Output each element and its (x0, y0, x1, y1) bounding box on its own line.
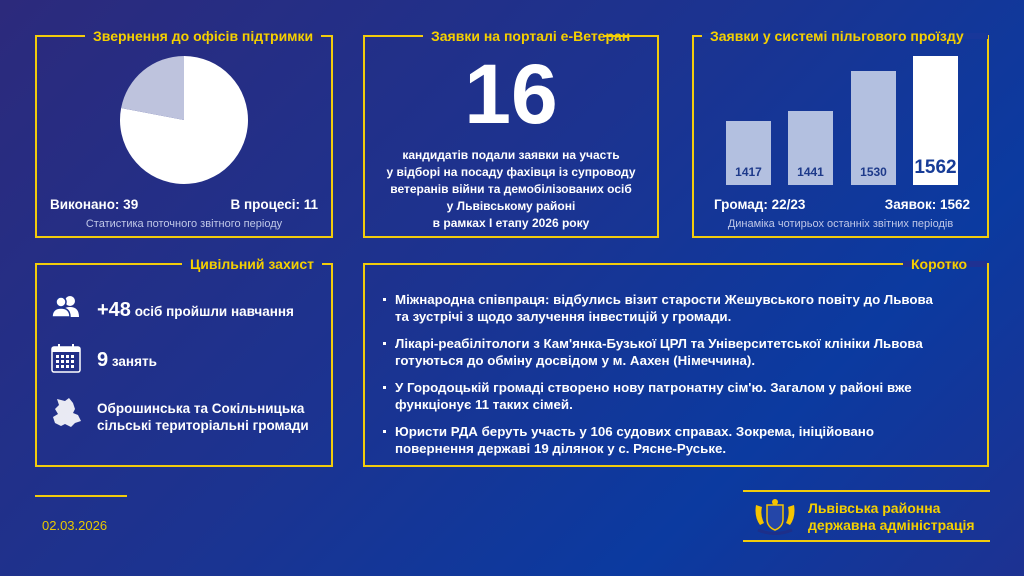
communities-line: Оброшинська та Сокільницька (97, 401, 305, 416)
applications-count: Заявок: 1562 (884, 197, 970, 212)
list-item: Юристи РДА беруть участь у 106 судових справах. Зокрема, ініційовано повернення державі 19 ділянок у с. Рясне-Руське. (383, 423, 983, 457)
lessons-number: 9 (97, 349, 109, 371)
panel-title: Звернення до офісів підтримки (93, 28, 314, 44)
divider (743, 490, 990, 492)
description-line: у Львівському районі (446, 199, 576, 213)
civil-protection-panel (35, 256, 333, 467)
support-offices-panel (35, 28, 333, 238)
trained-text: осіб пройшли навчання (134, 304, 294, 319)
divider (743, 540, 990, 542)
trained-stat (97, 299, 294, 322)
communities-line: сільські територіальні громади (97, 418, 309, 433)
applications-number: 16 (464, 47, 558, 141)
panel-title: Цивільний захист (190, 256, 314, 272)
panel-title: Заявки у системі пільгового проїзду (710, 28, 964, 44)
panel-title: Коротко (911, 256, 968, 272)
brief-list (383, 291, 983, 467)
bar-1 (726, 121, 771, 185)
bar-label: 1441 (797, 165, 824, 179)
coat-of-arms-logo (752, 497, 798, 535)
report-date: 02.03.2026 (42, 518, 108, 533)
map-icon (51, 397, 83, 429)
description-line: у відборі на посаду фахівця із супроводу (386, 165, 636, 179)
e-veteran-panel (363, 28, 659, 238)
description-line: кандидатів подали заявки на участь (402, 148, 620, 162)
communities-count: Громад: 22/23 (714, 197, 806, 212)
panel-title: Заявки на порталі е-Ветеран (431, 28, 631, 44)
description (365, 147, 657, 232)
caption: Статистика поточного звітного періоду (85, 218, 283, 230)
transport-panel (692, 28, 989, 238)
bar-label: 1530 (860, 165, 887, 179)
list-item: У Городоцькій громаді створено нову патронатну сім'ю. Загалом у районі вже функціонує 11 таких сімей. (383, 379, 983, 413)
trained-number: +48 (97, 299, 131, 321)
description-line: ветеранів війни та демобілізованих осіб (390, 182, 632, 196)
bar-2 (788, 111, 833, 185)
communities-text (97, 400, 309, 434)
bar-3 (851, 71, 896, 185)
calendar-icon (51, 343, 81, 373)
lessons-text: занять (111, 354, 157, 369)
brief-panel (363, 256, 989, 467)
done-count: Виконано: 39 (50, 197, 139, 212)
divider (35, 495, 127, 497)
list-item: Міжнародна співпраця: відбулись візит старости Жешувського повіту до Львова та зустрічі з щодо залучення інвестицій у громади. (383, 291, 983, 325)
lessons-stat (97, 349, 157, 372)
caption: Динаміка чотирьох останніх звітних періодів (727, 218, 954, 230)
in-progress-count: В процесі: 11 (230, 197, 318, 212)
organization-name: Львівська районна державна адміністрація (808, 500, 975, 533)
pie-chart (118, 54, 250, 186)
bar-chart (694, 37, 987, 185)
people-icon (51, 295, 81, 317)
description-line: в рамках І етапу 2026 року (432, 216, 590, 230)
bar-4 (913, 56, 958, 185)
bar-label: 1562 (914, 157, 957, 178)
bar-label: 1417 (735, 165, 762, 179)
list-item: Лікарі-реабілітологи з Кам'янка-Бузької ЦРЛ та Університетської клініки Львова готуються до обміну досвідом у м. Аахен (Німеччина). (383, 335, 983, 369)
